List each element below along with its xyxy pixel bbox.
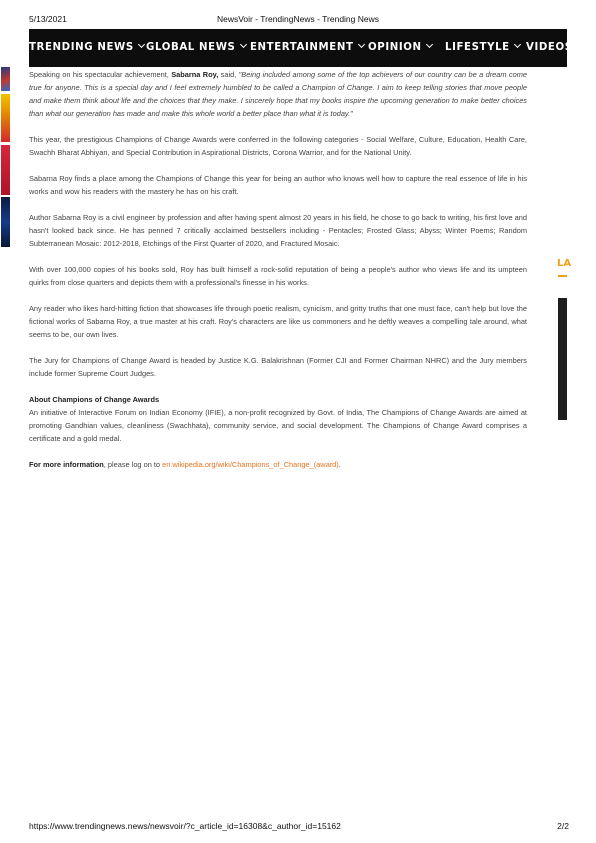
sidebar-dark-panel	[558, 298, 567, 420]
about-heading: About Champions of Change Awards	[29, 395, 160, 404]
sidebar-thumbnail[interactable]	[1, 67, 10, 91]
article-paragraph-fiction: Any reader who likes hard-hitting fiction that showcases life through poetic realism, cynicism, and gritty truths that one must face, can't help but love the fictional works of Sabarna Roy, a true master at his craft. Roy's characters are like us commoners and he deftly weaves a compelling tale around, what seems to be, our own lives.	[29, 304, 527, 339]
article-paragraph-essence: Sabarna Roy finds a place among the Champions of Change this year for being an author who knows well how to capture the real essence of life in his works and wow his readers with the mastery he has on his craft.	[29, 174, 527, 196]
sidebar-thumbnail[interactable]	[1, 94, 10, 142]
article-body	[29, 67, 527, 484]
nav-item-global-news[interactable]	[146, 29, 246, 67]
about-text: An initiative of Interactive Forum on Indian Economy (IFIE), a non-profit recognized by Govt. of India, The Champions of Change Awards are aimed at promoting Gandhian values, cleanliness (Swachhata), community service, and social development. The Champions of Change Award comprises a certificate and a gold medal.	[29, 408, 527, 443]
article-paragraph-bio: Author Sabarna Roy is a civil engineer by profession and after having spent almost 20 years in his field, he chose to go back to writing, his first love and hasn't looked back since. He has penned 7 critically acclaimed bestsellers including - Pentacles; Frosted Glass; Abyss; Winter Poems; Random Subterranean Mosaic: 2012-2018, Etchings of the First Quarter of 2020, and Fractured Mosaic.	[29, 213, 527, 248]
author-name: Sabarna Roy,	[171, 70, 219, 79]
article-paragraph-categories: This year, the prestigious Champions of Change Awards were conferred in the following categories - Social Welfare, Culture, Education, Health Care, Swachh Bharat Abhiyan, and Special Contribution in Aspirational Districts, Corona Warrior, and for the National Unity.	[29, 135, 527, 157]
page-number: 2/2	[557, 821, 569, 831]
nav-item-opinion[interactable]	[368, 29, 432, 67]
chevron-down-icon	[514, 41, 521, 48]
sidebar-thumbnail[interactable]	[1, 197, 10, 247]
nav-item-label: OPINION	[368, 42, 422, 53]
chevron-down-icon	[138, 41, 145, 48]
said-text: said,	[218, 70, 239, 79]
latest-heading: LA	[557, 258, 572, 269]
article-paragraph-quote	[29, 68, 527, 120]
about-section	[29, 393, 527, 445]
nav-item-label: GLOBAL NEWS	[146, 42, 236, 53]
more-info-paragraph	[29, 458, 527, 471]
print-page-title: NewsVoir - TrendingNews - Trending News	[216, 14, 380, 24]
sidebar-thumbnail[interactable]	[1, 145, 10, 195]
author-quote: "Being included among some of the top achievers of our country can be a dream come true for anyone. This is a special day and I feel extremely humbled to be called a Champion of Change. I aim to keep telling stories that move people and make them think about life and the choices that they make. I sincerely hope that my books inspire the upcoming generation to make better choices than what our generation has made and make this whole world a better place than what it is today."	[29, 70, 528, 118]
nav-item-trending-news[interactable]	[29, 29, 144, 67]
quote-intro-text: Speaking on his spectacular achievement,	[29, 70, 172, 79]
article-paragraph-jury: The Jury for Champions of Change Award is headed by Justice K.G. Balakrishnan (Former CJI and Former Chairman NHRC) and the Jury members include former Supreme Court Judges.	[29, 356, 527, 378]
chevron-down-icon	[426, 41, 433, 48]
nav-item-lifestyle[interactable]	[445, 29, 520, 67]
more-info-bold: For more information	[29, 460, 104, 469]
nav-item-label: TRENDING NEWS	[29, 42, 134, 53]
wikipedia-link[interactable]: en.wikipedia.org/wiki/Champions_of_Change_(award)	[162, 460, 339, 469]
print-date: 5/13/2021	[29, 14, 67, 24]
chevron-down-icon	[357, 41, 364, 48]
article-paragraph-copies: With over 100,000 copies of his books sold, Roy has built himself a rock-solid reputation of being a people's author who views life and its umpteen quirks from close quarters and depicts them with a professional's finesse in his works.	[29, 265, 527, 287]
chevron-down-icon	[239, 41, 246, 48]
page-url: https://www.trendingnews.news/newsvoir/?c_article_id=16308&c_author_id=15162	[29, 821, 341, 831]
nav-item-label: ENTERTAINMENT	[250, 42, 354, 53]
print-header	[0, 14, 596, 26]
heading-underline	[558, 275, 567, 277]
nav-item-label: VIDEOS	[526, 42, 573, 53]
nav-item-videos[interactable]	[526, 29, 573, 67]
more-info-text: , please log on to	[103, 460, 163, 469]
more-info-end: .	[338, 460, 341, 469]
main-navbar	[29, 29, 573, 67]
nav-item-label: LIFESTYLE	[445, 42, 510, 53]
nav-item-entertainment[interactable]	[250, 29, 364, 67]
